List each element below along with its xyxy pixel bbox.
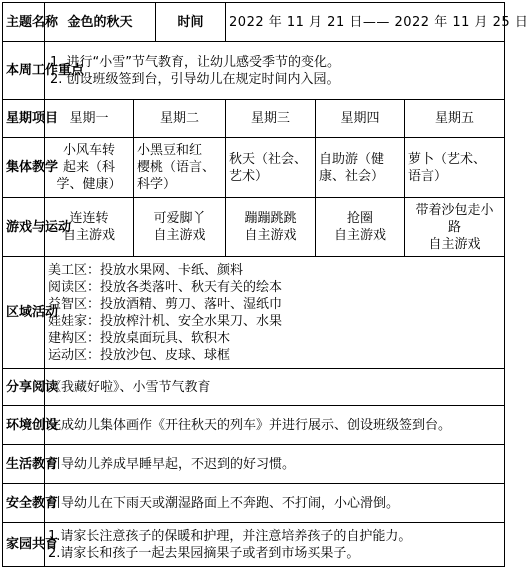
- environment-text: 完成幼儿集体画作《开往秋天的列车》并进行展示、创设班级签到台。: [45, 406, 505, 445]
- day-tuesday: 星期二: [134, 100, 226, 138]
- area-item: 运动区：投放沙包、皮球、球框: [48, 347, 231, 363]
- cell-line: 可爱脚丫: [153, 211, 206, 226]
- games-label: 游戏与运动: [3, 198, 45, 257]
- group-teaching-row: [3, 138, 505, 198]
- cell-line: 自主游戏: [334, 228, 387, 243]
- group-cell-wednesday: [226, 138, 316, 198]
- cell-line: 自助游（健: [319, 151, 385, 167]
- games-cell-tuesday: [134, 198, 226, 257]
- group-label: 集体教学: [3, 138, 45, 198]
- area-item: 建构区：投放桌面玩具、软积木: [48, 330, 231, 346]
- theme-label: 主题名称: [3, 3, 45, 42]
- safety-row: [3, 484, 505, 523]
- cell-line: 连连转: [69, 211, 109, 226]
- area-item: 娃娃家：投放榨汁机、安全水果刀、水果: [48, 313, 283, 329]
- day-thursday: 星期四: [316, 100, 405, 138]
- cell-line: 自主游戏: [244, 228, 297, 243]
- areas-row: [3, 257, 505, 369]
- safety-text: 引导幼儿在下雨天或潮湿路面上不奔跑、不打闹，小心滑倒。: [45, 484, 505, 523]
- cell-line: 起来（科: [62, 160, 115, 175]
- group-cell-friday: [405, 138, 505, 198]
- goals-label: 本周工作重点: [3, 42, 45, 100]
- life-label: 生活教育: [3, 445, 45, 484]
- life-row: [3, 445, 505, 484]
- cell-line: 樱桃（语言、: [137, 160, 216, 175]
- group-cell-tuesday: [134, 138, 226, 198]
- day-friday: 星期五: [405, 100, 505, 138]
- safety-label: 安全教育: [3, 484, 45, 523]
- time-value: 2022 年 11 月 21 日—— 2022 年 11 月 25 日: [226, 3, 505, 42]
- area-item: 益智区：投放酒精、剪刀、落叶、湿纸巾: [48, 296, 283, 312]
- cell-line: 带着沙包走小: [415, 202, 494, 218]
- cell-line: 蹦蹦跳跳: [244, 211, 297, 226]
- cell-line: 语言）: [408, 168, 448, 184]
- cell-line: 科学）: [137, 177, 177, 192]
- cell-line: 萝卜（艺术、: [408, 151, 487, 167]
- cell-line: 学、健康）: [56, 177, 122, 192]
- goal-item: 1. 进行“小雪”节气教育，让幼儿感受季节的变化。: [50, 54, 341, 70]
- environment-label: 环境创设: [3, 406, 45, 445]
- cell-line: 秋天（社会、: [229, 151, 308, 167]
- weekday-row: [3, 100, 505, 138]
- day-wednesday: 星期三: [226, 100, 316, 138]
- week-label: 星期项目: [3, 100, 45, 138]
- games-cell-wednesday: [226, 198, 316, 257]
- cell-line: 自主游戏: [153, 228, 206, 243]
- cell-line: 路: [448, 219, 462, 235]
- family-label: 家园共育: [3, 523, 45, 567]
- areas-list: [45, 257, 505, 369]
- goal-item: 2. 创设班级签到台，引导幼儿在规定时间内入园。: [50, 71, 340, 87]
- cell-line: 抢圈: [347, 211, 374, 226]
- family-row: [3, 523, 505, 567]
- weekly-plan-table: [2, 2, 528, 567]
- theme-value: 金色的秋天: [45, 3, 156, 42]
- time-label: 时间: [156, 3, 226, 42]
- group-cell-thursday: [316, 138, 405, 198]
- life-text: 引导幼儿养成早睡早起，不迟到的好习惯。: [45, 445, 505, 484]
- goals-row: [3, 42, 505, 100]
- reading-text: 《我藏好啦》、小雪节气教育: [45, 369, 505, 406]
- cell-line: 艺术）: [229, 168, 269, 184]
- goals-list: [45, 42, 505, 100]
- reading-label: 分享阅读: [3, 369, 45, 406]
- games-cell-friday: [405, 198, 505, 257]
- reading-row: [3, 369, 505, 406]
- family-item: 2.请家长和孩子一起去果园摘果子或者到市场买果子。: [48, 545, 360, 561]
- area-item: 阅读区：投放各类落叶、秋天有关的绘本: [48, 279, 283, 295]
- area-item: 美工区：投放水果网、卡纸、颜料: [48, 262, 244, 278]
- cell-line: 自主游戏: [428, 236, 481, 252]
- areas-label: 区域活动: [3, 257, 45, 369]
- environment-row: [3, 406, 505, 445]
- games-row: [3, 198, 505, 257]
- theme-row: [3, 3, 505, 42]
- cell-line: 自主游戏: [62, 228, 115, 243]
- games-cell-thursday: [316, 198, 405, 257]
- weekly-plan: [2, 2, 528, 567]
- cell-line: 小黑豆和红: [137, 143, 203, 158]
- day-monday: 星期一: [45, 100, 134, 138]
- cell-line: 康、社会）: [319, 168, 385, 184]
- family-item: 1.请家长注意孩子的保暖和护理，并注意培养孩子的自护能力。: [48, 528, 412, 544]
- cell-line: 小风车转: [62, 143, 115, 158]
- family-list: [45, 523, 505, 567]
